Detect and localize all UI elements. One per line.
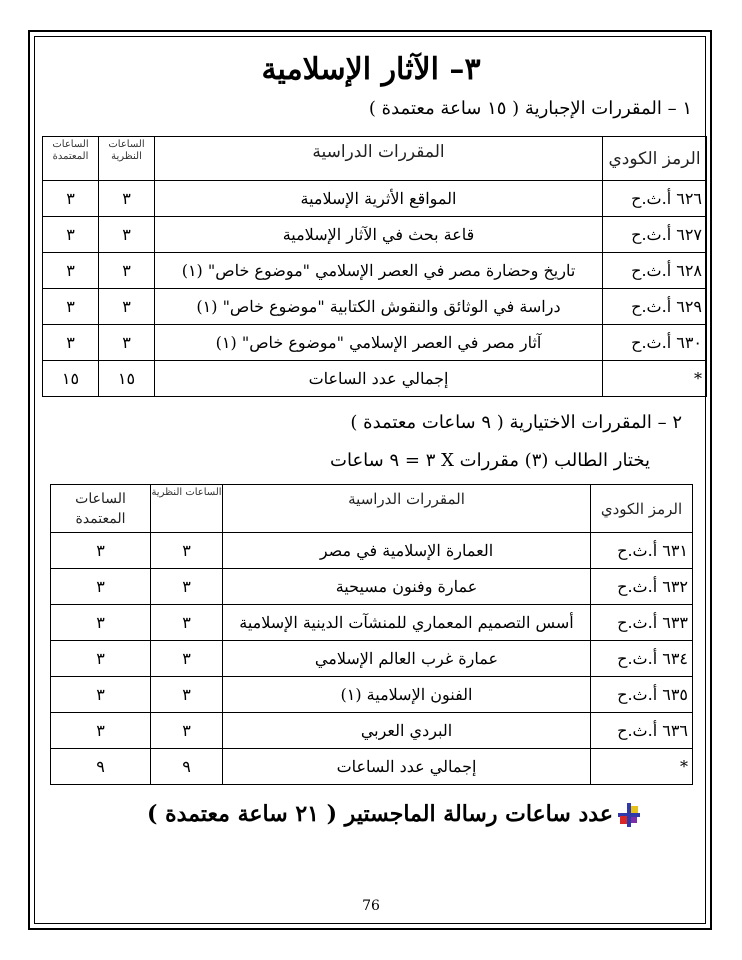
credit-hours-cell: ٣ [51,569,151,605]
elective-courses-table [50,484,693,785]
course-code-cell: ٦٣٦ أ.ث.ح [591,713,693,749]
header-credit: الساعات المعتمدة [51,485,151,533]
table-row [43,181,707,217]
total-label-cell: إجمالي عدد الساعات [223,749,591,785]
theory-hours-cell: ٣ [99,289,155,325]
course-name-cell: دراسة في الوثائق والنقوش الكتابية "موضوع خاص" (١) [155,289,603,325]
table-row [51,569,693,605]
theory-hours-cell: ٣ [151,533,223,569]
header-theory: الساعات النظرية [151,485,223,533]
credit-hours-cell: ٣ [43,181,99,217]
credit-hours-cell: ٣ [51,677,151,713]
table-row [51,605,693,641]
course-name-cell: عمارة وفنون مسيحية [223,569,591,605]
theory-hours-cell: ٣ [151,677,223,713]
theory-hours-cell: ٣ [99,217,155,253]
course-name-cell: قاعة بحث في الآثار الإسلامية [155,217,603,253]
table-row [43,289,707,325]
table-row [51,641,693,677]
course-name-cell: تاريخ وحضارة مصر في العصر الإسلامي "موضوع خاص" (١) [155,253,603,289]
course-name-cell: أسس التصميم المعماري للمنشآت الدينية الإسلامية [223,605,591,641]
course-code-cell: ٦٣٤ أ.ث.ح [591,641,693,677]
course-name-cell: الفنون الإسلامية (١) [223,677,591,713]
theory-hours-cell: ١٥ [99,361,155,397]
theory-hours-cell: ٣ [99,181,155,217]
credit-hours-cell: ١٥ [43,361,99,397]
course-code-cell: ٦٢٩ أ.ث.ح [603,289,707,325]
course-code-cell: * [603,361,707,397]
header-courses: المقررات الدراسية [155,137,603,181]
course-name-cell: آثار مصر في العصر الإسلامي "موضوع خاص" (١) [155,325,603,361]
credit-hours-cell: ٣ [51,713,151,749]
theory-hours-cell: ٣ [151,713,223,749]
table-row [43,217,707,253]
credit-hours-cell: ٣ [51,605,151,641]
credit-hours-cell: ٣ [43,289,99,325]
course-code-cell: * [591,749,693,785]
credit-hours-cell: ٣ [51,641,151,677]
credit-hours-cell: ٣ [51,533,151,569]
header-theory: الساعات النظرية [99,137,155,181]
thesis-hours: عدد ساعات رسالة الماجستير ( ٢١ ساعة معتمدة ) [147,801,613,827]
header-code: الرمز الكودي [591,485,693,533]
table-row [51,533,693,569]
mandatory-courses-table [42,136,707,397]
course-code-cell: ٦٣٣ أ.ث.ح [591,605,693,641]
credit-hours-cell: ٣ [43,253,99,289]
theory-hours-cell: ٣ [99,325,155,361]
course-name-cell: عمارة غرب العالم الإسلامي [223,641,591,677]
theory-hours-cell: ٣ [151,605,223,641]
course-code-cell: ٦٢٦ أ.ث.ح [603,181,707,217]
course-code-cell: ٦٣٠ أ.ث.ح [603,325,707,361]
course-code-cell: ٦٣٥ أ.ث.ح [591,677,693,713]
credit-hours-cell: ٣ [43,325,99,361]
course-name-cell: البردي العربي [223,713,591,749]
section2-note: يختار الطالب (٣) مقررات X ٣ = ٩ ساعات [330,450,650,471]
course-code-cell: ٦٣١ أ.ث.ح [591,533,693,569]
section1-heading: ١ – المقررات الإجبارية ( ١٥ ساعة معتمدة ) [368,98,692,119]
table-row [43,325,707,361]
total-row [51,749,693,785]
theory-hours-cell: ٣ [151,641,223,677]
credit-hours-cell: ٣ [43,217,99,253]
section-title: ٣– الآثار الإسلامية [261,52,481,87]
theory-hours-cell: ٩ [151,749,223,785]
table-row [51,677,693,713]
header-code: الرمز الكودي [603,137,707,181]
course-code-cell: ٦٢٨ أ.ث.ح [603,253,707,289]
credit-hours-cell: ٩ [51,749,151,785]
course-code-cell: ٦٣٢ أ.ث.ح [591,569,693,605]
section2-heading: ٢ – المقررات الاختيارية ( ٩ ساعات معتمدة ) [350,412,682,433]
page-number: 76 [362,898,380,914]
table-row [43,253,707,289]
theory-hours-cell: ٣ [151,569,223,605]
total-row [43,361,707,397]
total-label-cell: إجمالي عدد الساعات [155,361,603,397]
table-row [51,713,693,749]
theory-hours-cell: ٣ [99,253,155,289]
course-name-cell: المواقع الأثرية الإسلامية [155,181,603,217]
course-code-cell: ٦٢٧ أ.ث.ح [603,217,707,253]
course-name-cell: العمارة الإسلامية في مصر [223,533,591,569]
header-courses: المقررات الدراسية [223,485,591,533]
header-credit: الساعات المعتمدة [43,137,99,181]
